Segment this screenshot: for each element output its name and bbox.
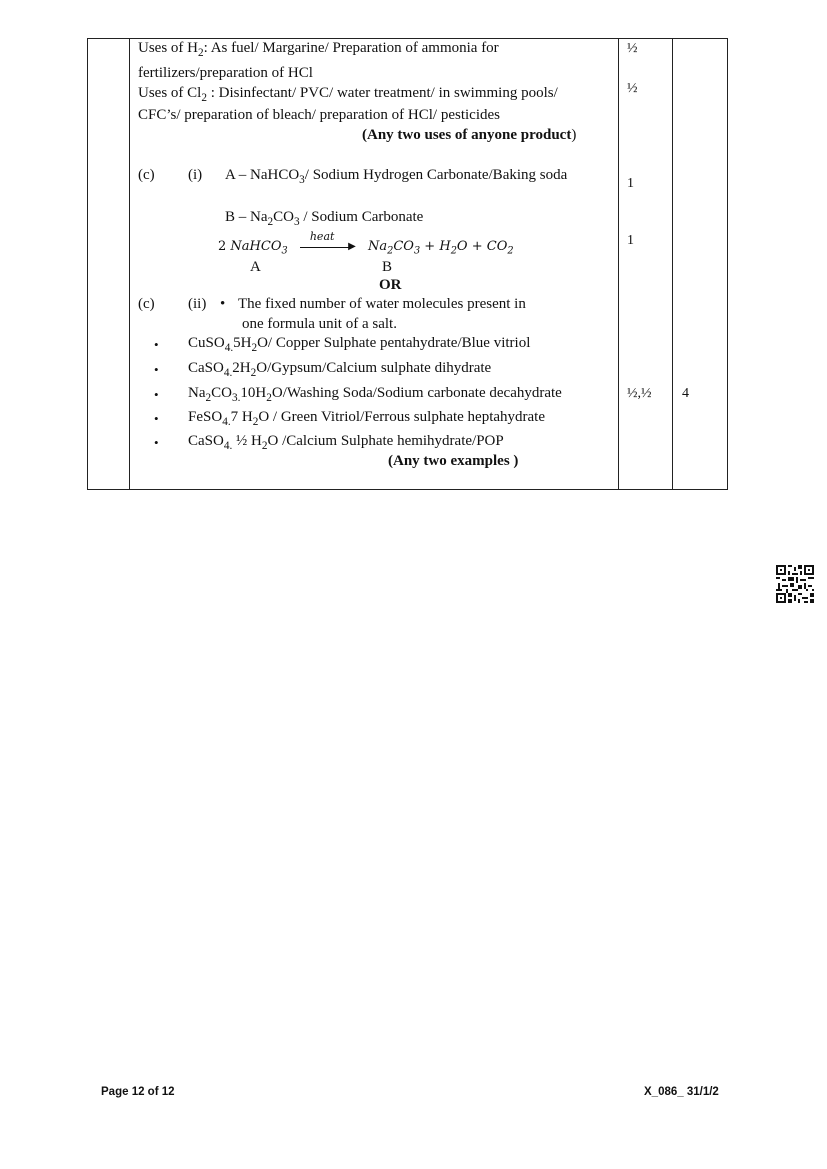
total-marks-cell bbox=[673, 39, 728, 490]
answer-b: B – $Na_2CO_3$ / Sodium Carbonate bbox=[225, 209, 424, 228]
answer-a: A – NaHCO$_3$/ Sodium Hydrogen Carbonate/Baking soda bbox=[225, 167, 568, 186]
uses-cl2-line2: CFC’s/ preparation of bleach/ preparation of HCl/ pesticides bbox=[138, 107, 500, 123]
uses-h2-line2: fertilizers/preparation of HCl bbox=[138, 65, 313, 81]
any-two-examples-note: (Any two examples ) bbox=[388, 453, 519, 469]
example-5: CaSO$_{4.}$ ½ $H_2O$ /Calcium Sulphate hemihydrate/POP bbox=[188, 433, 504, 452]
mark-uses-cl2: ½ bbox=[627, 81, 638, 96]
total-mark: 4 bbox=[682, 386, 689, 401]
bullet: • bbox=[154, 435, 159, 450]
part-i-label: (i) bbox=[188, 167, 203, 183]
example-4: FeSO$_{4.}$7 $H_2O$ / Green Vitriol/Ferrous sulphate heptahydrate bbox=[188, 409, 546, 428]
table-row bbox=[88, 39, 728, 490]
part-c-label: (c) bbox=[138, 167, 155, 183]
mark-uses-h2: ½ bbox=[627, 41, 638, 56]
qr-code-icon bbox=[776, 565, 814, 603]
mark-examples: ½,½ bbox=[627, 386, 652, 401]
reaction-condition: heat bbox=[309, 229, 335, 243]
definition-line2: one formula unit of a salt. bbox=[242, 316, 397, 332]
marking-scheme-table bbox=[87, 38, 728, 490]
bullet: • bbox=[154, 337, 159, 352]
part-ii-label: (ii) bbox=[188, 296, 207, 312]
label-a: A bbox=[250, 259, 261, 275]
example-1: $CuSO_{4.}5H_2O/$ Copper Sulphate pentahydrate/Blue vitriol bbox=[188, 335, 531, 354]
chemical-equation: 2 NaHCO$_3$ heat ▶ $Na_2CO_3 + H_2O + CO_2$ bbox=[218, 229, 514, 257]
page-number: Page 12 of 12 bbox=[101, 1086, 175, 1098]
example-2: $CaSO_{4.}2H_2O/Gypsum$/Calcium sulphate dihydrate bbox=[188, 360, 492, 379]
bullet: • bbox=[154, 362, 159, 377]
or-separator: OR bbox=[379, 277, 402, 293]
any-two-uses-note: (Any two uses of anyone product) bbox=[362, 127, 577, 143]
uses-cl2-line1: Uses of $Cl_2$ : Disinfectant/ PVC/ water treatment/ in swimming pools/ bbox=[138, 85, 558, 104]
uses-h2-line1: Uses of $H_2$: As fuel/ Margarine/ Preparation of ammonia for bbox=[138, 40, 499, 59]
definition-line1: The fixed number of water molecules present in bbox=[238, 296, 526, 312]
part-c-label-2: (c) bbox=[138, 296, 155, 312]
mark-answer-a: 1 bbox=[627, 176, 634, 191]
definition-bullet: • bbox=[220, 296, 226, 312]
mark-equation: 1 bbox=[627, 233, 634, 248]
bullet: • bbox=[154, 411, 159, 426]
document-code: X_086_ 31/1/2 bbox=[644, 1086, 719, 1098]
example-3: $Na_2CO_{3.}10H_2O$/Washing Soda/Sodium carbonate decahydrate bbox=[188, 385, 562, 404]
question-number-cell bbox=[88, 39, 130, 490]
marks-cell bbox=[619, 39, 673, 490]
answer-cell bbox=[130, 39, 619, 490]
label-b: B bbox=[382, 259, 393, 275]
bullet: • bbox=[154, 387, 159, 402]
